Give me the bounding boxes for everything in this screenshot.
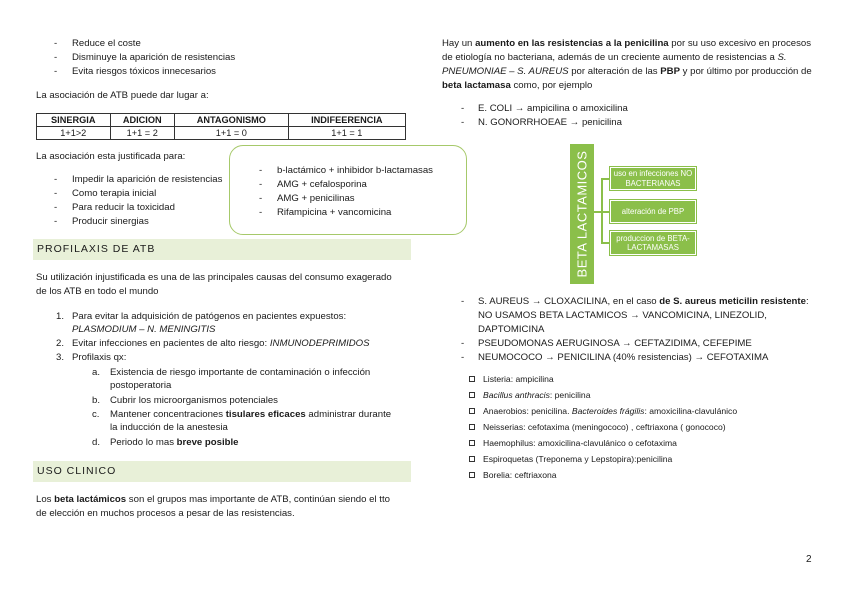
list-item: NO USAMOS BETA LACTAMICOS → VANCOMICINA, LINEZOLID,: [478, 310, 767, 321]
combination-callout: [229, 145, 467, 235]
resistance-paragraph: beta lactamasa como, por ejemplo: [442, 80, 593, 91]
bullet-dash: -: [461, 103, 465, 114]
profilaxis-paragraph: Su utilización injustificada es una de las principales causas del consumo exagerado: [36, 272, 392, 283]
sub-item: Cubrir los microorganismos potenciales: [110, 395, 278, 406]
list-item: Listeria: ampicilina: [483, 374, 554, 384]
list-item: Disminuye la aparición de resistencias: [72, 52, 236, 63]
resistance-paragraph: Hay un aumento en las resistencias a la penicilina por su uso excesivo en procesos: [442, 38, 812, 49]
bullet-dash: -: [54, 174, 58, 185]
uso-paragraph: de elección en muchos procesos a pesar de las resistencias.: [36, 508, 295, 519]
list-item: Borelia: ceftriaxona: [483, 470, 557, 480]
sub-letter: b.: [92, 395, 101, 406]
list-item: E. COLI → ampicilina o amoxicilina: [478, 103, 628, 114]
list-item: Bacillus anthracis: penicilina: [483, 390, 591, 400]
list-item: PSEUDOMONAS AERUGINOSA → CEFTAZIDIMA, CEFEPIME: [478, 338, 752, 349]
bullet-dash: -: [259, 193, 263, 204]
list-item: Rifampicina + vancomicina: [277, 207, 392, 218]
list-number: 2.: [56, 338, 65, 349]
checkbox-square-icon: [469, 408, 475, 414]
list-item: Impedir la aparición de resistencias: [72, 174, 223, 185]
connector: [601, 178, 603, 242]
sub-letter: c.: [92, 409, 100, 420]
heading-uso-clinico: USO CLINICO: [33, 461, 411, 482]
list-item: Para reducir la toxicidad: [72, 202, 175, 213]
table-header: ANTAGONISMO: [174, 114, 288, 127]
sub-item: Periodo lo mas breve posible: [110, 437, 239, 448]
checkbox-square-icon: [469, 472, 475, 478]
bullet-dash: -: [54, 202, 58, 213]
profilaxis-paragraph: de los ATB en todo el mundo: [36, 286, 159, 297]
list-item: Producir sinergias: [72, 216, 149, 227]
table-cell: 1+1 = 0: [174, 127, 288, 140]
heading-profilaxis: PROFILAXIS DE ATB: [33, 239, 411, 260]
justified-intro: La asociación esta justificada para:: [36, 151, 186, 162]
list-item: NEUMOCOCO → PENICILINA (40% resistencias) → CEFOTAXIMA: [478, 352, 769, 363]
bullet-dash: -: [461, 296, 465, 307]
list-item: Evita riesgos tóxicos innecesarios: [72, 66, 216, 77]
bullet-dash: -: [259, 165, 263, 176]
sub-item: Existencia de riesgo importante de contaminación o infección: [110, 367, 371, 378]
connector: [601, 242, 610, 244]
bullet-dash: -: [54, 52, 58, 63]
list-item: Haemophilus: amoxicilina-clavulánico o cefotaxima: [483, 438, 677, 448]
bullet-dash: -: [259, 207, 263, 218]
bullet-dash: -: [54, 38, 58, 49]
diagram-box-no-bacterianas: uso en infecciones NO BACTERIANAS: [610, 167, 696, 190]
list-number: 3.: [56, 352, 65, 363]
table-header: SINERGIA: [37, 114, 111, 127]
diagram-box-pbp: alteración de PBP: [610, 200, 696, 223]
list-item: Anaerobios: penicilina. Bacteroides frágilis: amoxicilina-clavulánico: [483, 406, 738, 416]
list-item: Como terapia inicial: [72, 188, 157, 199]
assoc-intro: La asociación de ATB puede dar lugar a:: [36, 90, 209, 101]
list-item: Espiroquetas (Treponema y Lepstopira):penicilina: [483, 454, 673, 464]
list-item: AMG + penicilinas: [277, 193, 355, 204]
resistance-paragraph: PNEUMONIAE – S. AUREUS por alteración de las PBP y por último por producción de: [442, 66, 812, 77]
bullet-dash: -: [461, 352, 465, 363]
resistance-paragraph: de etiología no bacteriana, además de un creciente aumento de resistencias a S.: [442, 52, 787, 63]
sub-letter: a.: [92, 367, 101, 378]
list-item: Reduce el coste: [72, 38, 141, 49]
uso-paragraph: Los beta lactámicos son el grupos mas importante de ATB, continúan siendo el tto: [36, 494, 390, 505]
table-header: ADICION: [110, 114, 174, 127]
list-item: Neisserias: cefotaxima (meningococo) , ceftriaxona ( gonococo): [483, 422, 726, 432]
bullet-dash: -: [54, 188, 58, 199]
bullet-dash: -: [259, 179, 263, 190]
association-table: [36, 113, 406, 140]
checkbox-square-icon: [469, 456, 475, 462]
list-item: PLASMODIUM – N. MENINGITIS: [72, 324, 216, 335]
bullet-dash: -: [461, 338, 465, 349]
diagram-title: BETA LACTAMICOS: [574, 150, 590, 278]
checkbox-square-icon: [469, 424, 475, 430]
page-number: 2: [806, 554, 812, 565]
list-item: Para evitar la adquisición de patógenos en pacientes expuestos:: [72, 311, 347, 322]
bullet-dash: -: [54, 216, 58, 227]
bullet-dash: -: [461, 117, 465, 128]
list-item: Profilaxis qx:: [72, 352, 127, 363]
connector: [601, 211, 610, 213]
table-cell: 1+1 = 1: [288, 127, 405, 140]
list-item: DAPTOMICINA: [478, 324, 545, 335]
list-number: 1.: [56, 311, 65, 322]
sub-letter: d.: [92, 437, 101, 448]
table-cell: 1+1>2: [37, 127, 111, 140]
checkbox-square-icon: [469, 376, 475, 382]
list-item: N. GONORRHOEAE → penicilina: [478, 117, 622, 128]
list-item: Evitar infecciones en pacientes de alto riesgo: INMUNODEPRIMIDOS: [72, 338, 370, 349]
list-item: AMG + cefalosporina: [277, 179, 367, 190]
bullet-dash: -: [54, 66, 58, 77]
table-header: INDIFEERENCIA: [288, 114, 405, 127]
connector: [601, 178, 610, 180]
sub-item: la inducción de la anestesia: [110, 422, 228, 433]
diagram-box-betalactamasas: produccion de BETA-LACTAMASAS: [610, 231, 696, 255]
checkbox-square-icon: [469, 392, 475, 398]
list-item: b-lactámico + inhibidor b-lactamasas: [277, 165, 433, 176]
checkbox-square-icon: [469, 440, 475, 446]
table-cell: 1+1 = 2: [110, 127, 174, 140]
sub-item: postoperatoria: [110, 380, 172, 391]
list-item: S. AUREUS → CLOXACILINA, en el caso de S. aureus meticilin resistente:: [478, 296, 809, 307]
sub-item: Mantener concentraciones tisulares eficaces administrar durante: [110, 409, 392, 420]
